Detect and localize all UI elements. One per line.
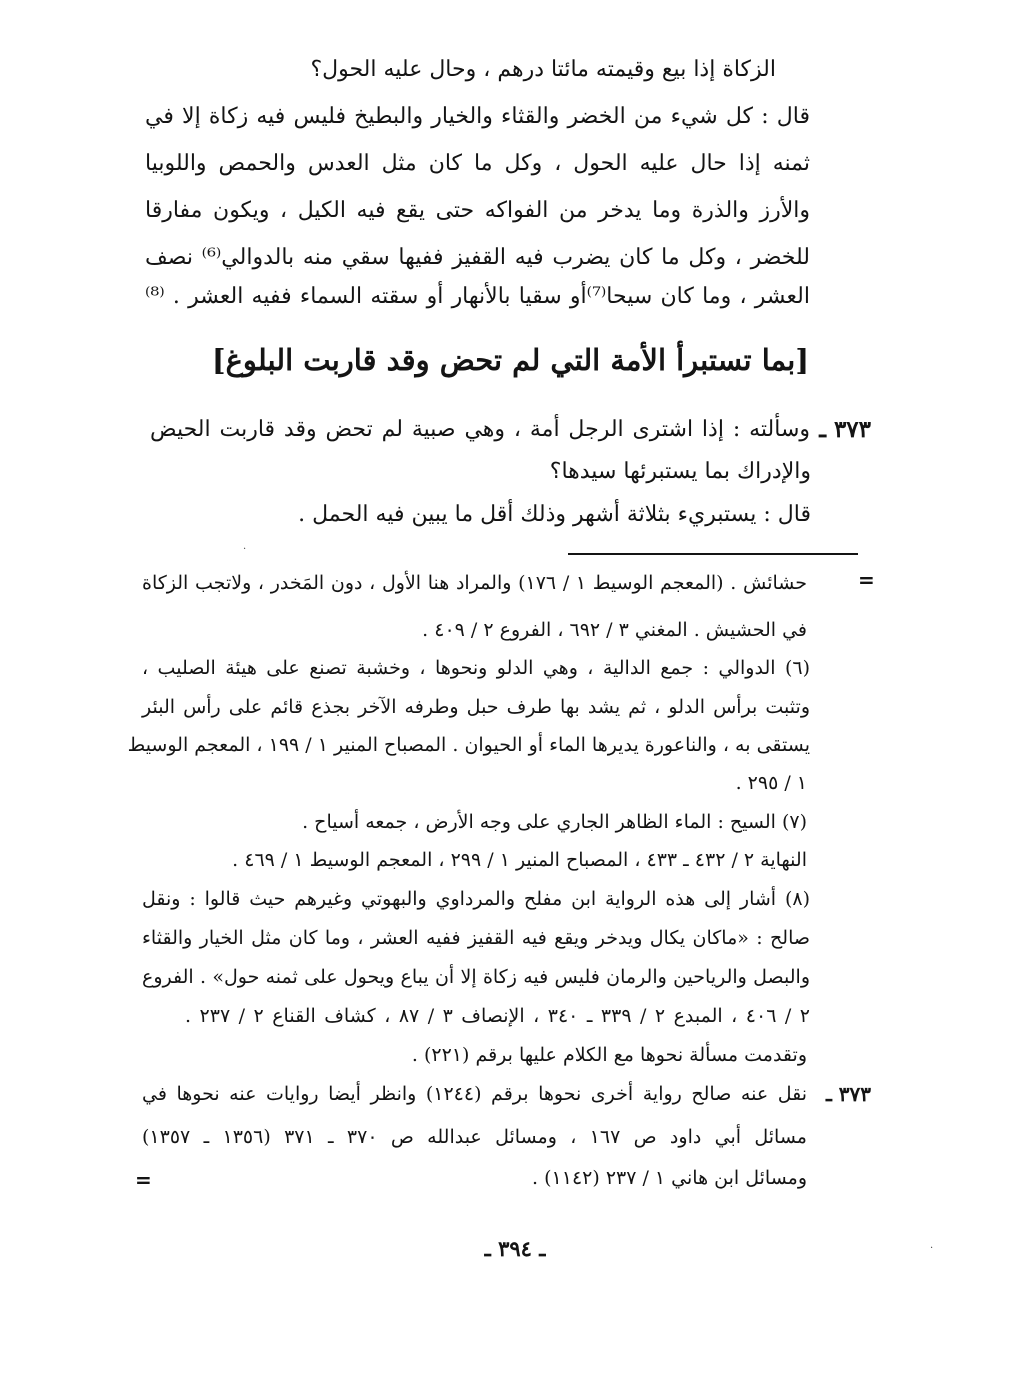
footnote-line: ١ / ٢٩٥ . <box>735 772 807 794</box>
main-line: للخضر ، وكل ما كان يضرب فيه القفيز ففيها سقي منه بالدوالي⁽⁶⁾ نصف <box>145 245 810 270</box>
book-page: الزكاة إذا بيع وقيمته مائتا درهم ، وحال عليه الحول؟ قال : كل شيء من الخضر والقثاء والخيار والبطيخ فليس فيه زكاة إلا في ثمنه إذا حال عليه الحول ، وكل ما كان مثل العدس والحمص واللوبيا والأرز والذرة وما يدخر من الفواكه حتى يقع فيه الكيل ، ويكون مفارقا للخضر ، وكل ما كان يضرب فيه القفيز ففيها سقي منه بالدوالي⁽⁶⁾ نصف العشر ، وما كان سيحا⁽⁷⁾أو سقيا بالأنهار أو سقته السماء ففيه العشر . ⁽⁸⁾ [بما تستبرأ الأمة التي لم تحض وقد قاربت البلوغ] ٣٧٣ ـ وسألته : إذا اشترى الرجل أمة ، وهي صبية لم تحض وقد قاربت الحيض والإدراك بما يستبرئها سيدها؟ قال : يستبريء بثلاثة أشهر وذلك أقل ما يبين فيه الحمل . . = حشائش . (المعجم الوسيط ١ / ١٧٦) والمراد هنا الأول ، دون المَخدر ، ولاتجب الزكاة في الحشيش . المغني ٣ / ٦٩٢ ، الفروع ٢ / ٤٠٩ . (٦) الدوالي : جمع الدالية ، وهي الدلو ونحوها ، وخشبة تصنع على هيئة الصليب ، وتثبت برأس الدلو ، ثم يشد بها طرف حبل وطرفه الآخر بجذع قائم على رأس البئر يستقى به ، والناعورة يديرها الماء أو الحيوان . المصباح المنير ١ / ١٩٩ ، المعجم الوسيط ١ / ٢٩٥ . (٧) السيح : الماء الظاهر الجاري على وجه الأرض ، جمعه أسياح . النهاية ٢ / ٤٣٢ ـ ٤٣٣ ، المصباح المنير ١ / ٢٩٩ ، المعجم الوسيط ١ / ٤٦٩ . (٨) أشار إلى هذه الرواية ابن مفلح والمرداوي والبهوتي وغيرهم حيث قالوا : ونقل صالح : «ماكان يكال ويدخر ويقع فيه القفيز ففيه العشر ، وما كان مثل الخيار والقثاء والبصل والرياحين والرمان فليس فيه زكاة إلا أن يباع ويحول على ثمنه حول» . الفروع ٢ / ٤٠٦ ، المبدع ٢ / ٣٣٩ ـ ٣٤٠ ، الإنصاف ٣ / ٨٧ ، كشاف القناع ٢ / ٢٣٧ . وتقدمت مسألة نحوها مع الكلام عليها برقم (٢٢١) . ٣٧٣ ـ نقل عنه صالح رواية أخرى نحوها برقم (١٢٤٤) وانظر أيضا روايات عنه نحوها في مسائل أبي داود ص ١٦٧ ، ومسائل عبدالله ص ٣٧٠ ـ ٣٧١ (١٣٥٦ ـ ١٣٥٧) ومسائل ابن هاني ١ / ٢٣٧ (١١٤٢) . = ـ ٣٩٤ ـ . <box>0 0 1021 1388</box>
footnote-line: نقل عنه صالح رواية أخرى نحوها برقم (١٢٤٤) وانظر أيضا روايات عنه نحوها في <box>142 1083 807 1105</box>
footnote-line: يستقى به ، والناعورة يديرها الماء أو الحيوان . المصباح المنير ١ / ١٩٩ ، المعجم الوسيط <box>127 734 810 756</box>
footnote-line: ومسائل ابن هاني ١ / ٢٣٧ (١١٤٢) . <box>532 1167 807 1189</box>
continuation-mark: = <box>858 568 875 592</box>
main-line: الزكاة إذا بيع وقيمته مائتا درهم ، وحال عليه الحول؟ <box>310 57 776 82</box>
footnote-line: (٦) الدوالي : جمع الدالية ، وهي الدلو ونحوها ، وخشبة تصنع على هيئة الصليب ، <box>142 657 810 679</box>
footnote-line: النهاية ٢ / ٤٣٢ ـ ٤٣٣ ، المصباح المنير ١ / ٢٩٩ ، المعجم الوسيط ١ / ٤٦٩ . <box>232 849 807 871</box>
footnote-line: وتقدمت مسألة نحوها مع الكلام عليها برقم (٢٢١) . <box>411 1044 807 1066</box>
footnote-separator <box>568 553 858 555</box>
main-line: قال : كل شيء من الخضر والقثاء والخيار والبطيخ فليس فيه زكاة إلا في <box>145 104 810 129</box>
footnote-line: (٧) السيح : الماء الظاهر الجاري على وجه الأرض ، جمعه أسياح . <box>302 811 807 833</box>
footnote-373-number: ٣٧٣ ـ <box>825 1082 871 1106</box>
footnote-line: صالح : «ماكان يكال ويدخر ويقع فيه القفيز ففيه العشر ، وما كان مثل الخيار والقثاء <box>142 927 810 949</box>
page-number: ـ ٣٩٤ ـ <box>484 1236 546 1261</box>
main-line: والأرز والذرة وما يدخر من الفواكه حتى يقع فيه الكيل ، ويكون مفارقا <box>145 198 810 223</box>
end-mark: = <box>135 1168 152 1192</box>
footnote-line: مسائل أبي داود ص ١٦٧ ، ومسائل عبدالله ص ٣٧٠ ـ ٣٧١ (١٣٥٦ ـ ١٣٥٧) <box>142 1126 807 1148</box>
footnote-line: في الحشيش . المغني ٣ / ٦٩٢ ، الفروع ٢ / ٤٠٩ . <box>422 619 807 641</box>
main-line: العشر ، وما كان سيحا⁽⁷⁾أو سقيا بالأنهار أو سقته السماء ففيه العشر . ⁽⁸⁾ <box>145 284 810 309</box>
main-line: ثمنه إذا حال عليه الحول ، وكل ما كان مثل العدس والحمص واللوبيا <box>145 151 810 176</box>
question-line: والإدراك بما يستبرئها سيدها؟ <box>549 459 811 484</box>
footnote-line: حشائش . (المعجم الوسيط ١ / ١٧٦) والمراد هنا الأول ، دون المَخدر ، ولاتجب الزكاة <box>142 572 807 594</box>
question-line: وسألته : إذا اشترى الرجل أمة ، وهي صبية لم تحض وقد قاربت الحيض <box>150 417 810 442</box>
footnote-line: والبصل والرياحين والرمان فليس فيه زكاة إلا أن يباع ويحول على ثمنه حول» . الفروع <box>142 966 810 988</box>
section-heading: [بما تستبرأ الأمة التي لم تحض وقد قاربت البلوغ] <box>211 343 810 377</box>
question-number: ٣٧٣ ـ <box>819 416 871 443</box>
footnote-line: (٨) أشار إلى هذه الرواية ابن مفلح والمرداوي والبهوتي وغيرهم حيث قالوا : ونقل <box>142 888 810 910</box>
footnote-line: ٢ / ٤٠٦ ، المبدع ٢ / ٣٣٩ ـ ٣٤٠ ، الإنصاف ٣ / ٨٧ ، كشاف القناع ٢ / ٢٣٧ . <box>185 1005 810 1027</box>
footnote-line: وتثبت برأس الدلو ، ثم يشد بها طرف حبل وطرفه الآخر بجذع قائم على رأس البئر <box>142 696 810 718</box>
question-line: قال : يستبريء بثلاثة أشهر وذلك أقل ما يبين فيه الحمل . <box>298 502 811 527</box>
